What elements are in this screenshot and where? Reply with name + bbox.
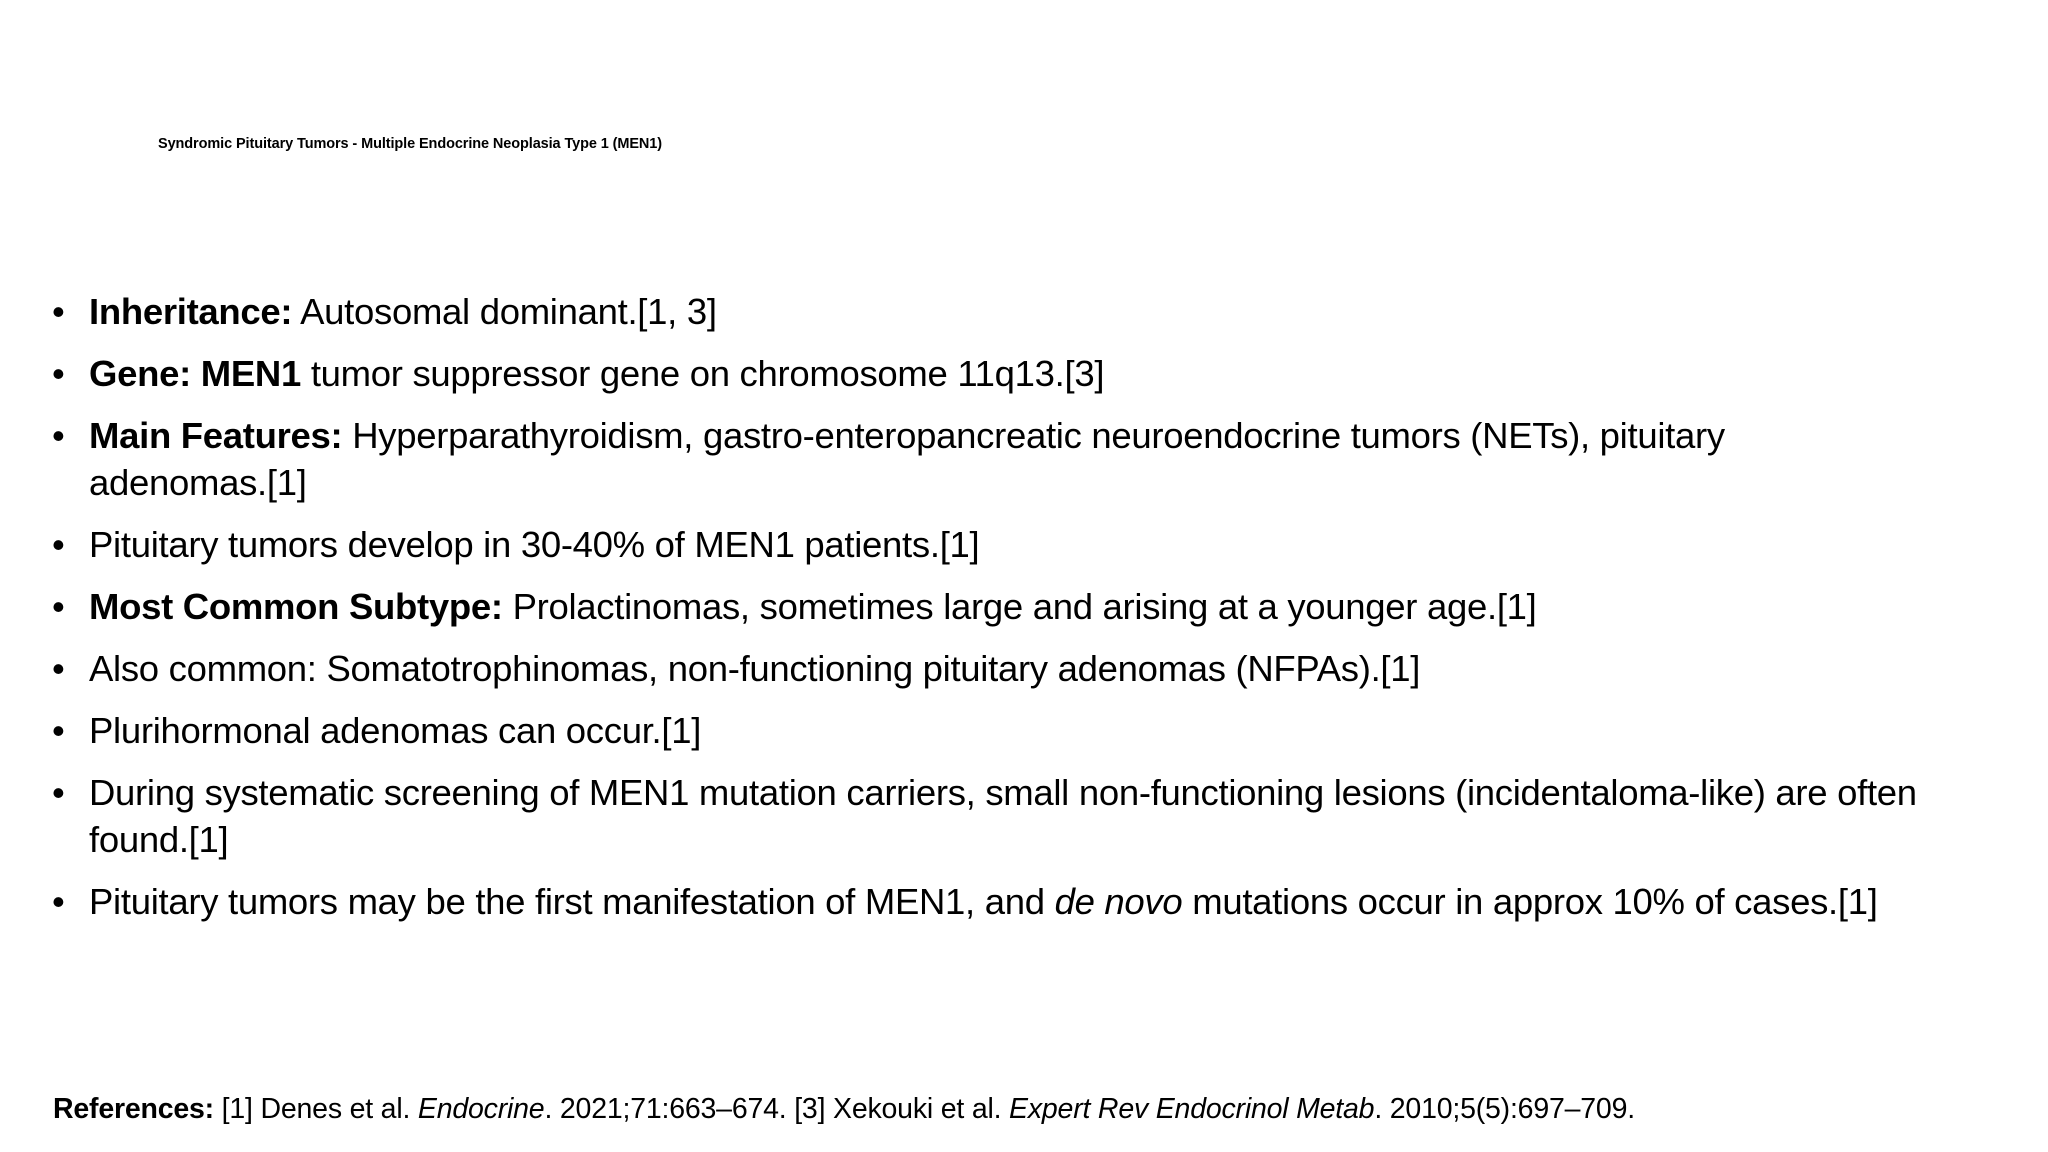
ref3-suffix: . 2010;5(5):697–709.: [1374, 1093, 1635, 1125]
bullet-label: Main Features:: [89, 415, 343, 456]
bullet-label: Most Common Subtype:: [89, 586, 503, 627]
bullet-text: Autosomal dominant.[1, 3]: [292, 291, 717, 332]
bullet-text: Pituitary tumors develop in 30-40% of MEN1 patients.[1]: [89, 524, 980, 565]
bullet-italic-term: de novo: [1054, 881, 1183, 922]
bullet-inheritance: [52, 288, 1952, 335]
bullet-first-manifestation: [52, 878, 1929, 925]
bullet-list: [52, 288, 1952, 940]
bullet-gene: [52, 350, 1952, 397]
ref1-prefix: [1] Denes et al.: [213, 1093, 418, 1125]
bullet-label: Inheritance:: [89, 291, 293, 332]
ref1-journal: Endocrine: [417, 1093, 545, 1125]
bullet-text: Plurihormonal adenomas can occur.[1]: [89, 710, 702, 751]
bullet-text: Prolactinomas, sometimes large and arising at a younger age.[1]: [502, 586, 1537, 627]
ref1-suffix: . 2021;71:663–674. [3] Xekouki et al.: [544, 1093, 1010, 1125]
references: [53, 1090, 1635, 1128]
ref3-journal: Expert Rev Endocrinol Metab: [1009, 1093, 1375, 1125]
bullet-text: Hyperparathyroidism, gastro-enteropancreatic neuroendocrine tumors (NETs), pituitary adenomas.[1]: [89, 415, 1725, 503]
bullet-text-before: Pituitary tumors may be the first manifestation of MEN1, and: [89, 881, 1055, 922]
bullet-pituitary-frequency: [52, 521, 1952, 568]
bullet-also-common: [52, 645, 1952, 692]
bullet-label: Gene: MEN1: [89, 353, 301, 394]
bullet-text-after: mutations occur in approx 10% of cases.[1]: [1182, 881, 1878, 922]
bullet-text: During systematic screening of MEN1 mutation carriers, small non-functioning lesions (incidentaloma-like) are often found.[1]: [89, 772, 1917, 860]
bullet-text: Also common: Somatotrophinomas, non-functioning pituitary adenomas (NFPAs).[1]: [89, 648, 1421, 689]
bullet-text: tumor suppressor gene on chromosome 11q13.[3]: [301, 353, 1105, 394]
bullet-most-common-subtype: [52, 583, 1952, 630]
bullet-screening: [52, 769, 1949, 863]
bullet-main-features: [52, 412, 1809, 506]
slide-title: Syndromic Pituitary Tumors - Multiple Endocrine Neoplasia Type 1 (MEN1): [158, 136, 662, 152]
references-label: References:: [53, 1093, 214, 1125]
bullet-plurihormonal: [52, 707, 1952, 754]
